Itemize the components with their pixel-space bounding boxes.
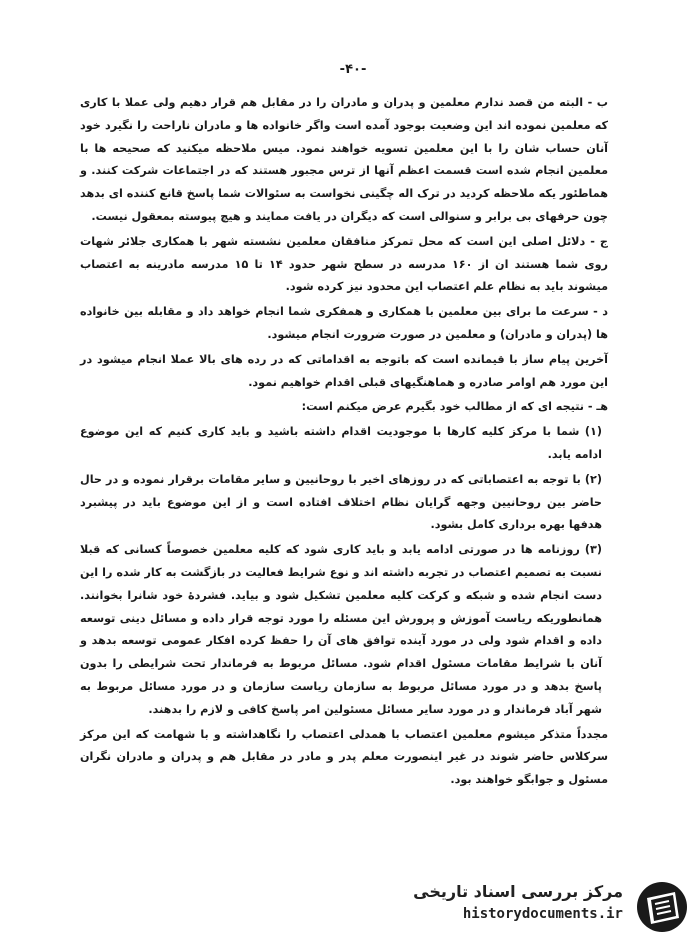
closing-paragraph: مجدداً متذکر میشوم معلمین اعتصاب با همدلی اعتصاب را نگاهداشته و با شهامت که این مرکز سرکلاس حاضر شوند در غیر اینصورت معلم پدر و مادر در مقابل هم و پدران و مادران نگران مسئول و جوابگو خواهند بود. bbox=[80, 727, 608, 787]
archive-url: historydocuments.ir bbox=[462, 906, 623, 922]
archive-logo-icon bbox=[635, 880, 689, 934]
paragraph-last-message: آخرین پیام ساز با قیمانده است که باتوجه به اقداماتی که در رده های بالا عملا انجام میشود در این مورد هم اوامر صادره و هماهنگیهای قبلی اقدام خواهیم نمود. bbox=[80, 352, 608, 389]
numbered-item-3: (۳) روزنامه ها در صورتی ادامه یابد و باید کاری شود که کلیه معلمین خصوصاً کسانی که قبلا نسبت به تصمیم اعتصاب در تجربه داشته اند و نوع شرایط فعالیت در بازگشت به کار شده را این دست انجام شده و شبکه و کرکت کلیه معلمین تشکیل شود و بیاید. فشردهٔ خود شانرا بخوانند. همانطوریکه ریاست آموزش و پرورش این مسئله را مورد توجه قرار داده و مسائل دینی توسعه داده و اقدام شود ولی در مورد آینده توافق های آن را حفظ کرده افکار عمومی توسعه بدهد و آنان با شرایط مقامات مسئول اقدام شود. مسائل مربوط به فرماندار تحت شرایطی را بدون پاسخ بدهد و در مورد مسائل مربوط به سازمان ریاست سازمان و در مورد مسائل مربوط به شهر آباد فرماندار و در مورد سایر مسائل مسئولین امر پاسخ کافی و لازم را بدهند. bbox=[80, 543, 602, 716]
paragraph-e: هـ - نتیجه ای که از مطالب خود بگیرم عرض میکنم است: bbox=[301, 400, 608, 414]
numbered-item-1: (۱) شما با مرکز کلیه کارها با موجودیت اقدام داشته باشید و باید کاری کنیم که این موضوع ادامه یابد. bbox=[80, 425, 602, 461]
page-number: -۴۰- bbox=[339, 62, 367, 77]
document-body bbox=[80, 92, 608, 794]
archive-name: مرکز بررسی اسناد تاریخی bbox=[413, 882, 623, 901]
paragraph-d: د - سرعت ما برای بین معلمین با همکاری و همفکری شما انجام خواهد داد و مقابله بین خانواده ها (پدران و مادران) و معلمین در صورت ضرورت انجام میشود. bbox=[80, 305, 608, 341]
numbered-item-2: (۲) با توجه به اعتصاباتی که در روزهای اخیر با روحانیین و سایر مقامات برقرار نموده و در حال حاضر بین روحانیین وجهه گرایان نظام اختلاف افتاده است و از این موضوع باید در پیشبرد هدفها بهره برداری کامل بشود. bbox=[80, 472, 602, 532]
paragraph-b: ب - البته من قصد ندارم معلمین و پدران و مادران را در مقابل هم قرار دهیم ولی عملا با کاری که معلمین نموده اند این وضعیت بوجود آمده است واگر خانواده ها و مادران ناراحت را نگیرد خود آنان حساب شان را با این معلمین تسویه خواهند نمود. میس ملاحظه میکنید که صحیحه ها با معلمین انجام شده است قسمت اعظم آنها از ترس مجبور هستند که در اجتماعات شرکت کنند. و هماطئور یکه ملاحظه کردید در ترک اله چگینی نخواست به سئوالات شما پاسخ قانع کننده ای بدهد چون حرفهای بی برابر و سنوالی است که دیگران در یافت ممایند و هیچ پیوسته بمعقول نیست. bbox=[80, 96, 608, 223]
archive-watermark bbox=[413, 876, 695, 936]
paragraph-c: ج - دلائل اصلی این است که محل تمرکز منافقان معلمین نشسته شهر با همکاری جلائر شهات روی شما هستند ان از ۱۶۰ مدرسه در سطح شهر حدود ۱۴ تا ۱۵ مدرسه مادرینه به اعتصاب میشوند باید به نظام علم اعتصاب این محدود نیز کرده شود. bbox=[80, 234, 608, 294]
